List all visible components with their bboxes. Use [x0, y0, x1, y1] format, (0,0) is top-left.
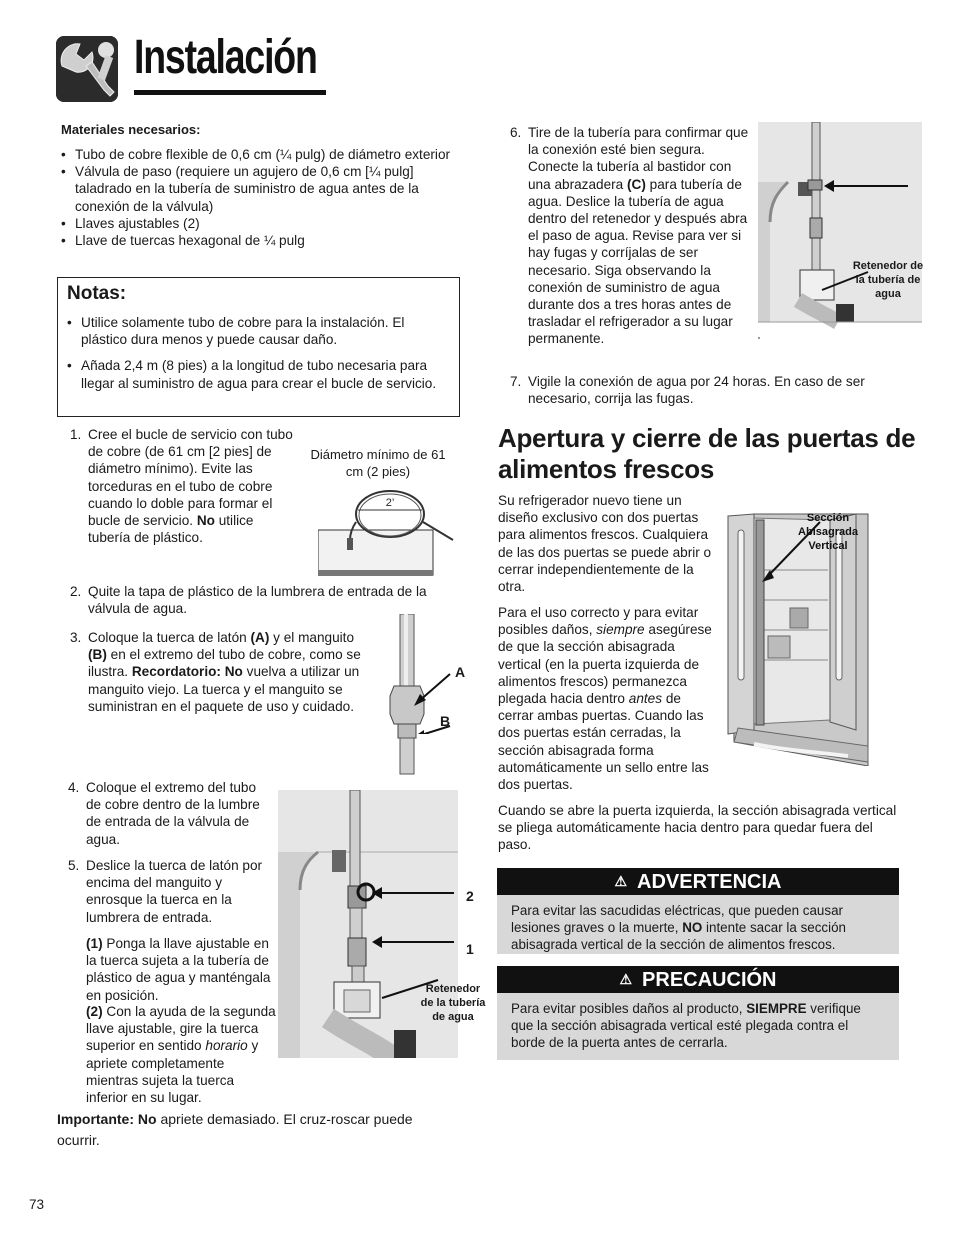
warning-triangle-icon: ⚠	[614, 873, 628, 889]
label-a: A	[455, 664, 466, 680]
label-2: 2	[466, 888, 474, 904]
label-b: B	[440, 713, 451, 729]
caution-triangle-icon: ⚠	[619, 971, 633, 987]
caution-title: PRECAUCIÓN	[642, 969, 777, 991]
retainer-figure-caption: Retenedor de la tubería de agua	[852, 260, 924, 300]
loop-dimension: 2’	[385, 497, 395, 509]
notes-title: Notas:	[67, 283, 127, 304]
materials-heading: Materiales necesarios:	[61, 122, 201, 137]
important-note: Importante: No apriete demasiado. El cruz-roscar puede ocurrir.	[57, 1111, 413, 1148]
list-item: • Válvula de paso (requiere un agujero de 0,6 cm [¼ pulg] taladrado en la tubería de suministro de agua antes de la conexión de la válvula)	[61, 163, 456, 215]
list-item: • Llave de tuercas hexagonal de ¼ pulg	[61, 232, 456, 249]
page-title: Instalación	[134, 31, 317, 84]
hinged-section-caption: Sección Abisagrada Vertical	[798, 512, 858, 552]
service-loop-figure	[318, 482, 456, 582]
list-item: • Llaves ajustables (2)	[61, 215, 456, 232]
section-paragraph-2: Para el uso correcto y para evitar posibles daños, siempre asegúrese de que la sección abisagrada vertical (en la puerta izquierda de alimentos frescos) permanezca plegada hacia dentro antes de cerrar ambas puertas. Cuando las dos puertas están cerradas, la sección abisagrada forma automáticamente un sello entre las dos puertas.	[498, 605, 712, 793]
step-5: 5. Deslice la tuerca de latón por encima del manguito y enrosque la tuerca en la lumbrera de entrada. (1) Ponga la llave ajustable en la tuerca sujeta a la tubería de plástico de agua y manténgala en posición. (2) Con la ayuda de la segunda llave ajustable, gire la tuerca superior en sentido horario y apriete completamente mientras sujeta la tuerca inferior en su lugar.	[68, 858, 276, 1106]
title-underline	[134, 90, 326, 95]
list-item: • Añada 2,4 m (8 pies) a la longitud de tubo necesaria para llegar al suministro de agua para crear el bucle de servicio.	[67, 357, 453, 391]
list-item: • Utilice solamente tubo de cobre para la instalación. El plástico dura menos y puede causar daño.	[67, 314, 453, 348]
caution-text: Para evitar posibles daños al producto, SIEMPRE verifique que la sección abisagrada vertical esté plegada contra el borde de la puerta antes de cerrarla.	[511, 1001, 861, 1050]
caution-box	[497, 966, 899, 1060]
warning-box	[497, 868, 899, 954]
section-paragraph-1: Su refrigerador nuevo tiene un diseño exclusivo con dos puertas para alimentos frescos. Cualquiera de las dos puertas se puede abrir o cerrar independientemente de la otra.	[498, 493, 712, 595]
list-item: • Tubo de cobre flexible de 0,6 cm (¼ pulg) de diámetro exterior	[61, 146, 456, 163]
wrench-bolt-icon	[56, 36, 118, 102]
retainer-figure	[758, 122, 922, 340]
page-number: 73	[29, 1197, 45, 1212]
valve-figure-caption: Retenedor de la tubería de agua	[420, 983, 486, 1023]
label-1: 1	[466, 941, 474, 957]
notes-list	[67, 314, 453, 401]
section-paragraph-3: Cuando se abre la puerta izquierda, la sección abisagrada vertical se pliega automáticamente hacia dentro para quedar fuera del paso.	[498, 803, 897, 853]
loop-figure-label: Diámetro mínimo de 61 cm (2 pies)	[310, 447, 446, 479]
section-title: Apertura y cierre de las puertas de alimentos frescos	[498, 423, 916, 484]
warning-title: ADVERTENCIA	[637, 871, 782, 893]
warning-text: Para evitar las sacudidas eléctricas, que pueden causar lesiones graves o la muerte, NO intente sacar la sección abisagrada vertical de la sección de alimentos frescos.	[511, 903, 846, 952]
materials-list	[61, 146, 456, 249]
arrows-ab	[408, 664, 458, 734]
